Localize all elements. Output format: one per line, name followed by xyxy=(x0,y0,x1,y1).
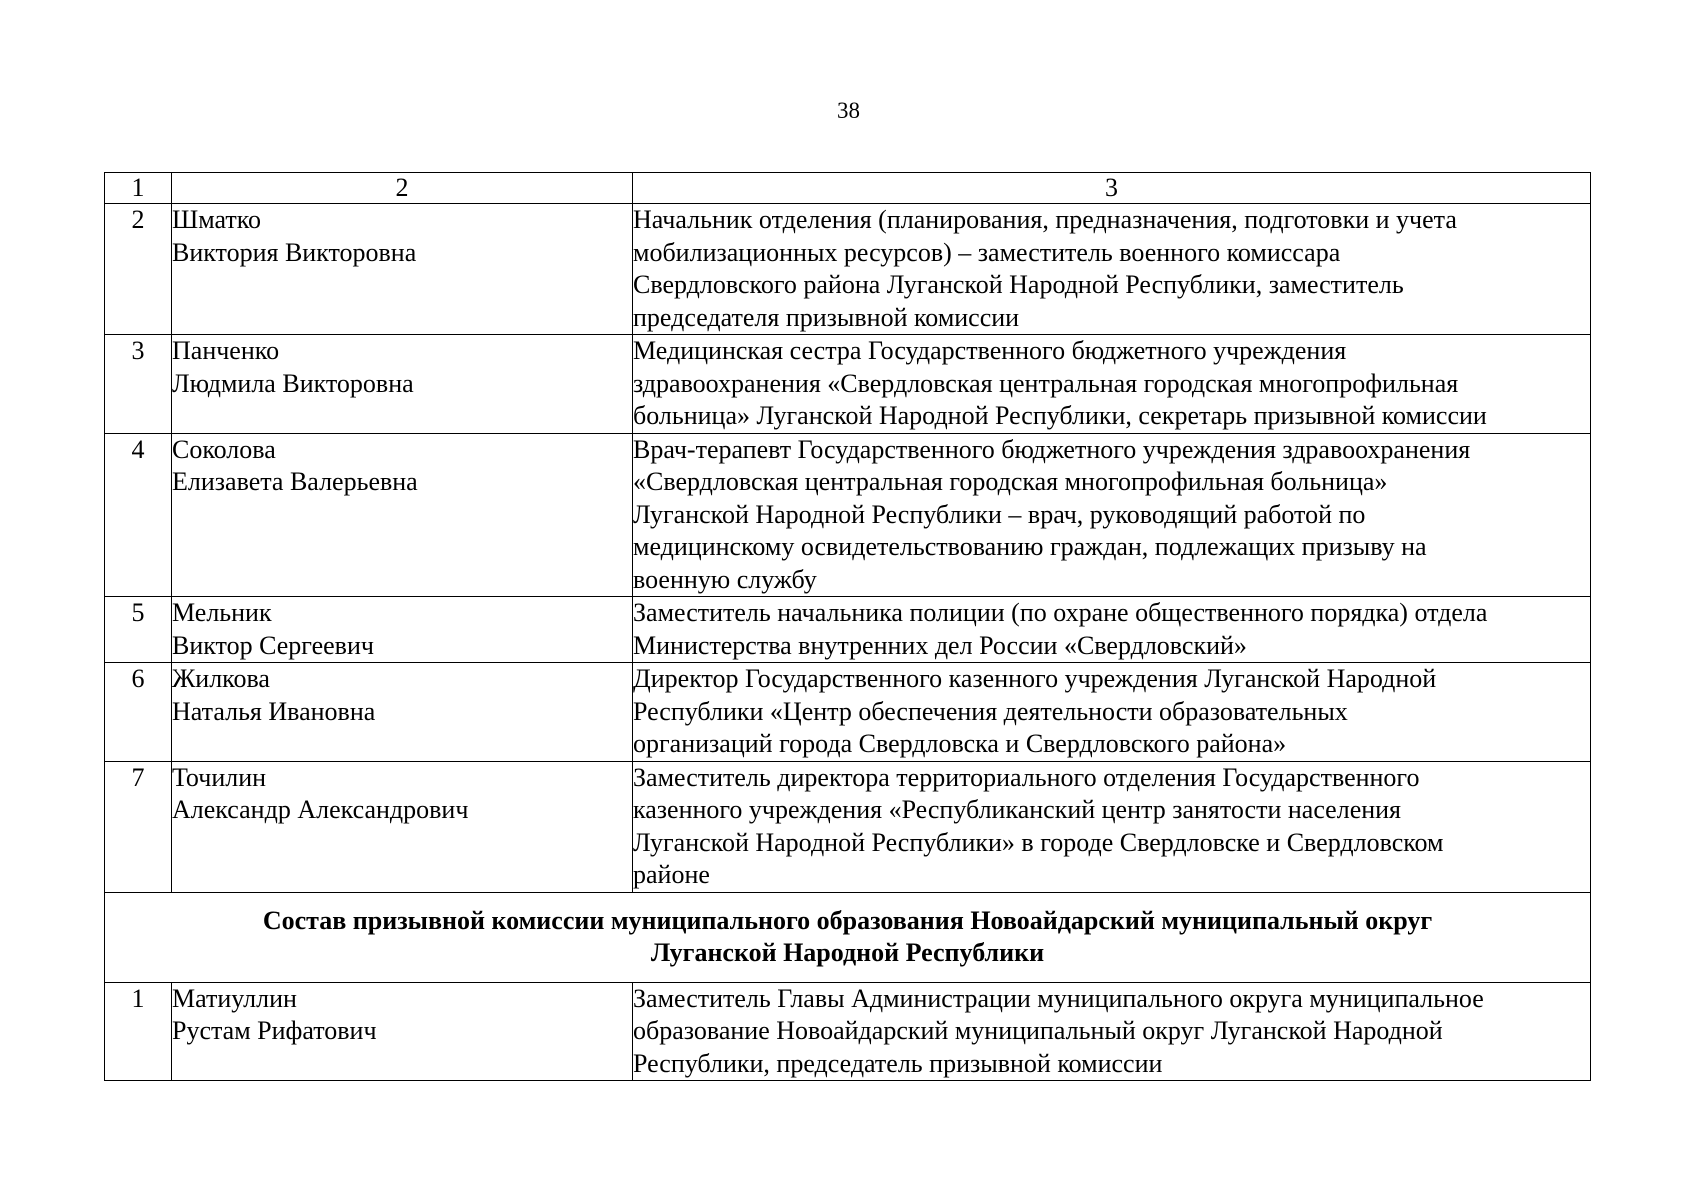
member-position xyxy=(633,761,1591,892)
member-surname: Панченко xyxy=(172,336,280,365)
table-row xyxy=(105,335,1591,434)
member-surname: Матиуллин xyxy=(172,983,297,1013)
position-line: председателя призывной комиссии xyxy=(633,302,1020,332)
member-surname: Соколова xyxy=(172,434,276,464)
member-name xyxy=(172,204,633,335)
position-line: Министерства внутренних дел России «Свердловский» xyxy=(633,630,1247,660)
position-line: «Свердловская центральная городская многопрофильная больница» xyxy=(633,467,1388,496)
position-line: организаций города Свердловска и Свердловского района» xyxy=(633,729,1287,758)
section-title xyxy=(105,892,1591,982)
position-line: Луганской Народной Республики – врач, руководящий работой по xyxy=(633,499,1366,529)
table-row xyxy=(105,761,1591,892)
position-line: мобилизационных ресурсов) – заместитель военного комиссара xyxy=(633,237,1341,267)
member-surname: Жилкова xyxy=(172,664,270,693)
position-line: Заместитель директора территориального отделения Государственного xyxy=(633,762,1420,792)
member-position xyxy=(633,433,1591,597)
position-line: Заместитель Главы Администрации муниципального округа муниципальное xyxy=(633,983,1484,1013)
position-line: больница» Луганской Народной Республики, секретарь призывной комиссии xyxy=(633,401,1487,430)
member-name xyxy=(172,982,633,1081)
table-row xyxy=(105,204,1591,335)
position-line: Заместитель начальника полиции (по охране общественного порядка) отдела xyxy=(633,598,1488,627)
member-given-names: Людмила Викторовна xyxy=(172,368,414,398)
commission-table xyxy=(104,172,1591,1081)
position-line: Луганской Народной Республики» в городе Свердловске и Свердловском xyxy=(633,827,1444,857)
position-line: Медицинская сестра Государственного бюджетного учреждения xyxy=(633,336,1347,365)
member-given-names: Наталья Ивановна xyxy=(172,696,376,726)
position-line: медицинскому освидетельствованию граждан, подлежащих призыву на xyxy=(633,532,1427,561)
table-row xyxy=(105,663,1591,762)
column-number-3: 3 xyxy=(633,173,1591,204)
position-line: военную службу xyxy=(633,564,817,594)
position-line: Республики, председатель призывной комиссии xyxy=(633,1048,1163,1078)
member-position xyxy=(633,663,1591,762)
column-number-row xyxy=(105,173,1591,204)
member-surname: Шматко xyxy=(172,205,262,234)
member-name xyxy=(172,335,633,434)
member-given-names: Рустам Рифатович xyxy=(172,1016,377,1045)
member-position xyxy=(633,597,1591,663)
member-name xyxy=(172,597,633,663)
row-number: 5 xyxy=(105,597,172,663)
position-line: Директор Государственного казенного учреждения Луганской Народной xyxy=(633,664,1437,693)
row-number: 4 xyxy=(105,433,172,597)
page-number: 38 xyxy=(837,98,860,123)
row-number: 6 xyxy=(105,663,172,762)
table-row xyxy=(105,433,1591,597)
position-line: Начальник отделения (планирования, предназначения, подготовки и учета xyxy=(633,205,1457,234)
position-line: здравоохранения «Свердловская центральная городская многопрофильная xyxy=(633,368,1459,398)
table-row xyxy=(105,982,1591,1081)
column-number-2: 2 xyxy=(172,173,633,204)
member-given-names: Виктория Викторовна xyxy=(172,237,417,267)
row-number: 7 xyxy=(105,761,172,892)
member-given-names: Александр Александрович xyxy=(172,795,469,824)
row-number: 3 xyxy=(105,335,172,434)
section-header-row xyxy=(105,892,1591,982)
position-line: Врач-терапевт Государственного бюджетного учреждения здравоохранения xyxy=(633,434,1471,464)
table-row xyxy=(105,597,1591,663)
position-line: Свердловского района Луганской Народной Республики, заместитель xyxy=(633,270,1404,299)
section-title-line: Состав призывной комиссии муниципального образования Новоайдарский муниципальный округ xyxy=(262,905,1433,935)
position-line: образование Новоайдарский муниципальный округ Луганской Народной xyxy=(633,1016,1443,1045)
member-given-names: Виктор Сергеевич xyxy=(172,630,374,660)
member-position xyxy=(633,335,1591,434)
member-name xyxy=(172,761,633,892)
member-position xyxy=(633,204,1591,335)
member-surname: Мельник xyxy=(172,598,272,627)
position-line: Республики «Центр обеспечения деятельности образовательных xyxy=(633,696,1348,726)
member-position xyxy=(633,982,1591,1081)
member-given-names: Елизавета Валерьевна xyxy=(172,467,418,496)
position-line: казенного учреждения «Республиканский центр занятости населения xyxy=(633,795,1402,824)
member-name xyxy=(172,663,633,762)
section-title-line: Луганской Народной Республики xyxy=(650,938,1045,967)
member-surname: Точилин xyxy=(172,762,267,792)
row-number: 2 xyxy=(105,204,172,335)
position-line: районе xyxy=(633,860,710,889)
member-name xyxy=(172,433,633,597)
row-number: 1 xyxy=(105,982,172,1081)
column-number-1: 1 xyxy=(105,173,172,204)
